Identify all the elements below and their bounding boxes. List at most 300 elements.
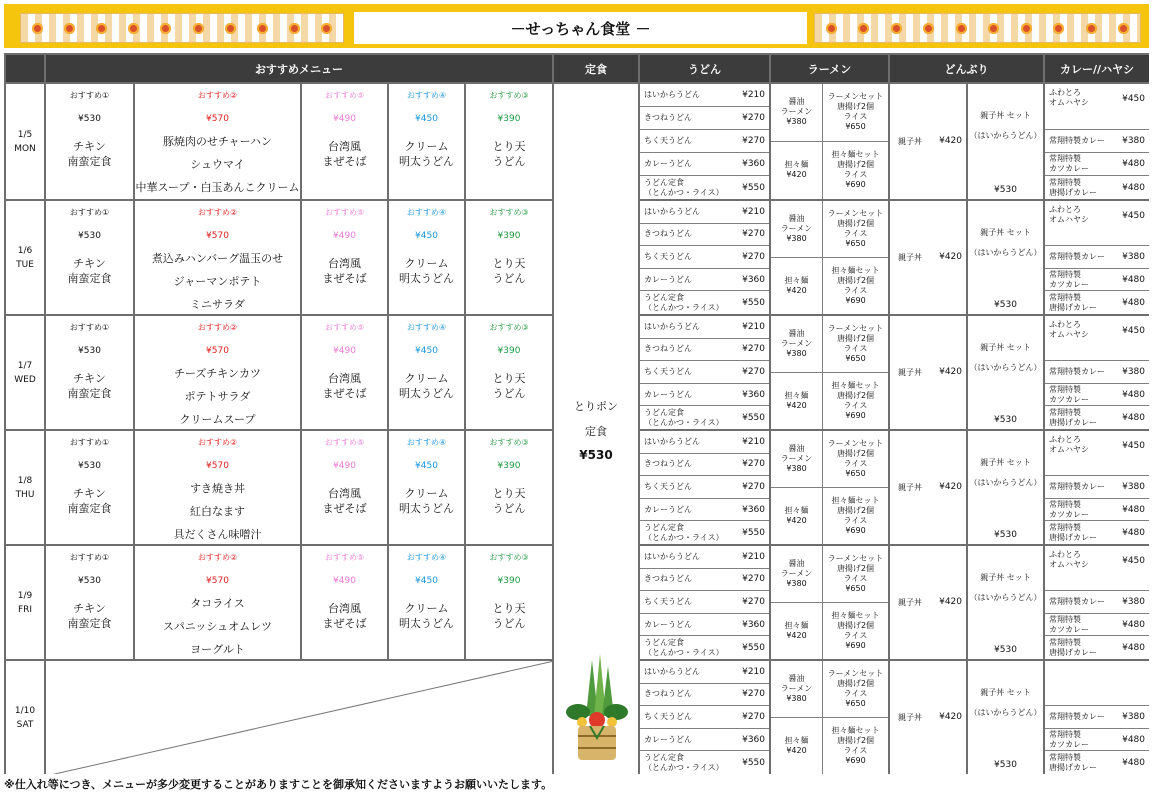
curry-name: 常翔特製カレー [1049,366,1105,376]
udon-row [640,201,769,224]
curry-row [1045,316,1149,361]
curry-name: 常翔特製 カツカレー [1049,729,1089,749]
udon-name: はいからうどん [644,206,700,216]
pick2-item: ポテトサラダ [184,390,251,403]
oyako-price: ¥420 [939,596,962,607]
udon-name: カレーうどん [644,504,692,514]
pick-price: ¥450 [415,114,438,124]
pick-label: おすすめ⑤ [324,438,365,447]
pick-label: おすすめ④ [406,208,447,217]
pick-price: ¥530 [78,114,101,124]
pick-price: ¥390 [497,576,521,586]
pick-price: ¥530 [78,231,101,241]
curry-row [1045,384,1149,407]
oyako-set-sub: （はいからうどん） [969,131,1042,140]
pick-name: 台湾風 まぜそば [322,602,367,630]
day-date: 1/9 [17,590,33,601]
oyako-name: 親子丼 [898,482,922,492]
curry-name: ふわとろ オムハヤシ [1049,435,1089,454]
oyako-name: 親子丼 [898,712,922,722]
pick-label: おすすめ④ [406,323,447,332]
curry-row [1045,153,1149,176]
curry-row [1045,361,1149,384]
oyako-set-sub: （はいからうどん） [969,593,1042,602]
curry-cell [1045,316,1149,429]
oyako-name: 親子丼 [898,136,922,146]
udon-row [640,569,769,592]
ramen-set1: ラーメンセット 唐揚げ2個 ライス ¥650 [823,84,888,142]
udon-row [640,84,769,107]
udon-row [640,614,769,637]
udon-price: ¥270 [742,113,765,123]
date-cell [6,316,44,429]
curry-row [1045,406,1149,429]
udon-row [640,661,769,684]
curry-price: ¥380 [1122,136,1145,146]
ramen-cell [771,84,888,199]
oyako-set-sub: （はいからうどん） [969,478,1042,487]
day-of-week: WED [14,374,36,385]
oyako-set-price: ¥530 [994,530,1017,540]
udon-cell [640,546,769,659]
header-bar [4,4,1149,48]
donburi-oyako-cell [890,201,966,314]
udon-name: うどん定食 （とんかつ・ライス） [644,407,724,427]
pick-label: おすすめ② [197,553,238,562]
pick-price: ¥570 [206,346,229,356]
donburi-set-cell [968,316,1043,429]
udon-price: ¥550 [742,757,765,768]
curry-price: ¥480 [1122,527,1145,538]
flower-icon [1118,23,1129,34]
curry-name: 常翔特製 唐揚げカレー [1049,522,1097,542]
ramen-cell [771,546,888,659]
ramen-set2: 担々麺セット 唐揚げ2個 ライス ¥690 [831,150,880,190]
curry-row [1045,546,1149,591]
pick-name: クリーム 明太うどん [399,257,454,285]
pick2-item: ジャーマンポテト [173,275,262,288]
oyako-set-price: ¥530 [994,645,1017,655]
date-cell [6,84,44,199]
pick-price: ¥390 [497,461,521,471]
curry-row [1045,431,1149,476]
udon-row [640,291,769,314]
oyako-price: ¥420 [939,366,962,377]
ramen-set2: 担々麺セット 唐揚げ2個 ライス ¥690 [831,610,880,650]
ramen-set2: 担々麺セット 唐揚げ2個 ライス ¥690 [831,495,880,535]
udon-row [640,361,769,384]
curry-name: 常翔特製 唐揚げカレー [1049,292,1097,312]
curry-row [1045,521,1149,544]
pick-name: クリーム 明太うどん [399,487,454,515]
pick-label: おすすめ② [197,323,238,332]
oyako-set-sub: （はいからうどん） [969,708,1042,717]
flower-icon [225,23,236,34]
day-of-week: FRI [17,604,33,615]
pick-cell-p3 [466,316,552,429]
day-date: 1/5 [17,129,33,140]
pick-label: おすすめ⑤ [324,323,365,332]
flower-icon [1021,23,1032,34]
pick-cell-p2 [135,84,300,199]
oyako-name: 親子丼 [898,597,922,607]
ramen-shoyu: 醤油 ラーメン ¥380 [771,431,823,488]
pick-label: おすすめ④ [406,438,447,447]
curry-name: 常翔特製 唐揚げカレー [1049,407,1097,427]
page-title: －せっちゃん食堂 － [354,12,807,44]
udon-price: ¥360 [742,619,765,630]
donburi-oyako-cell [890,546,966,659]
udon-price: ¥210 [742,666,765,677]
curry-row [1045,661,1149,706]
udon-row [640,636,769,659]
oyako-set-price: ¥530 [994,185,1017,195]
udon-price: ¥360 [742,159,765,169]
udon-name: ちく天うどん [644,481,692,491]
oyako-set-sub: （はいからうどん） [969,363,1042,372]
flower-icon [289,23,300,34]
pick-cell-p5 [302,316,387,429]
pick-price: ¥490 [333,114,356,124]
curry-name: 常翔特製 カツカレー [1049,154,1089,173]
ramen-shoyu: 醤油 ラーメン ¥380 [771,546,823,603]
day-of-week: MON [14,143,36,154]
donburi-set-cell [968,431,1043,544]
pick-label: おすすめ③ [489,553,529,562]
pick-label: おすすめ③ [489,323,529,332]
ramen-tantan: 担々麺 ¥420 [771,258,823,315]
pick2-item: タコライス [190,597,245,610]
pick-label: おすすめ① [69,91,110,100]
udon-price: ¥210 [742,206,765,217]
curry-row [1045,591,1149,614]
donburi-oyako-cell [890,84,966,199]
udon-name: はいからうどん [644,321,700,331]
curry-name: 常翔特製 カツカレー [1049,499,1089,519]
curry-price: ¥480 [1122,297,1145,308]
curry-price: ¥480 [1122,159,1145,169]
curry-name: ふわとろ オムハヤシ [1049,205,1089,224]
pick-cell-p3 [466,201,552,314]
empty-saturday-cell [46,661,552,774]
oyako-set-title: 親子丼 セット [980,573,1031,582]
pick-label: おすすめ④ [406,91,447,100]
donburi-set-cell [968,84,1043,199]
curry-name: 常翔特製 カツカレー [1049,614,1089,634]
curry-name: 常翔特製 唐揚げカレー [1049,752,1097,772]
curry-name: ふわとろ オムハヤシ [1049,320,1089,339]
curry-row [1045,476,1149,499]
ramen-tantan: 担々麺 ¥420 [771,488,823,545]
udon-price: ¥270 [742,574,765,585]
udon-name: ちく天うどん [644,711,692,721]
oyako-set-price: ¥530 [994,415,1017,425]
udon-name: ちく天うどん [644,251,692,261]
day-of-week: SAT [16,719,34,730]
udon-name: ちく天うどん [644,136,692,145]
pick-cell-p2 [135,431,300,544]
curry-price: ¥380 [1122,251,1145,262]
header-corner [6,55,44,82]
curry-cell [1045,84,1149,199]
udon-cell [640,316,769,429]
day-date: 1/10 [14,705,36,716]
pick-label: おすすめ② [197,91,238,100]
ramen-set2: 担々麺セット 唐揚げ2個 ライス ¥690 [831,265,880,305]
flower-icon [1086,23,1097,34]
ramen-set2: 担々麺セット 唐揚げ2個 ライス ¥690 [831,725,880,765]
udon-row [640,107,769,130]
pick-price: ¥450 [415,461,438,471]
pick-price: ¥570 [206,231,229,241]
udon-row [640,729,769,752]
udon-cell [640,84,769,199]
flower-icon [160,23,171,34]
ramen-set1: ラーメンセット 唐揚げ2個 ライス ¥650 [823,661,888,718]
ramen-shoyu: 醤油 ラーメン ¥380 [771,201,823,258]
pick-name: 台湾風 まぜそば [322,487,367,515]
udon-name: うどん定食 （とんかつ・ライス） [644,637,724,657]
udon-price: ¥270 [742,689,765,700]
ramen-set1: ラーメンセット 唐揚げ2個 ライス ¥650 [823,546,888,603]
udon-name: うどん定食 （とんかつ・ライス） [644,752,724,772]
date-cell [6,661,44,774]
pick-price: ¥530 [78,461,101,471]
donburi-set-cell [968,546,1043,659]
udon-row [640,751,769,774]
pick-price: ¥570 [206,461,229,471]
menu-grid [4,53,1149,774]
udon-row [640,316,769,339]
curry-price: ¥480 [1122,757,1145,768]
flower-icon [923,23,934,34]
pick-price: ¥490 [333,576,356,586]
udon-name: カレーうどん [644,619,692,629]
pick2-item: 煮込みハンバーグ温玉のせ [151,252,284,265]
udon-price: ¥550 [742,297,765,308]
curry-name: 常翔特製カレー [1049,481,1105,491]
udon-price: ¥270 [742,344,765,355]
udon-name: うどん定食 （とんかつ・ライス） [644,522,724,542]
udon-name: カレーうどん [644,734,692,744]
header-teishoku: 定食 [554,55,638,82]
ramen-tantan: 担々麺 ¥420 [771,718,823,775]
pick-name: とり天 うどん [492,257,526,285]
pick-label: おすすめ① [69,553,110,562]
udon-price: ¥210 [742,90,765,100]
oyako-set-title: 親子丼 セット [980,111,1031,120]
pick-name: クリーム 明太うどん [399,140,454,168]
pick2-item: ヨーグルト [190,643,245,656]
donburi-oyako-cell [890,316,966,429]
pick-label: おすすめ② [197,438,238,447]
ramen-shoyu: 醤油 ラーメン ¥380 [771,661,823,718]
pick-label: おすすめ③ [489,91,529,100]
curry-name: ふわとろ オムハヤシ [1049,550,1089,569]
pick-cell-p4 [389,316,464,429]
udon-name: うどん定食 （とんかつ・ライス） [644,292,724,312]
flower-icon [193,23,204,34]
pick2-item: 具だくさん味噌汁 [173,528,262,541]
udon-name: はいからうどん [644,666,700,676]
curry-price: ¥480 [1122,389,1145,400]
donburi-oyako-cell [890,431,966,544]
pick-name: チキン 南蛮定食 [67,372,112,400]
pick-price: ¥390 [497,114,521,124]
pick-cell-p4 [389,546,464,659]
header-udon: うどん [640,55,769,82]
ramen-cell [771,661,888,774]
curry-row [1045,706,1149,729]
pick-price: ¥490 [333,231,356,241]
flower-icon [891,23,902,34]
flower-icon [858,23,869,34]
teishoku-price: ¥530 [579,448,613,462]
curry-name: 常翔特製 カツカレー [1049,269,1089,289]
pick-label: おすすめ① [69,323,110,332]
udon-price: ¥270 [742,136,765,146]
udon-price: ¥270 [742,711,765,722]
pick-label: おすすめ③ [489,208,529,217]
pick-label: おすすめ⑤ [324,91,365,100]
curry-price: ¥480 [1122,504,1145,515]
udon-price: ¥360 [742,734,765,745]
day-of-week: TUE [16,259,34,270]
pick-name: とり天 うどん [492,140,526,168]
udon-price: ¥210 [742,551,765,562]
udon-row [640,476,769,499]
flower-icon [128,23,139,34]
curry-row [1045,269,1149,292]
udon-name: カレーうどん [644,274,692,284]
pick2-item: 紅白なます [190,505,245,518]
ramen-shoyu: 醤油 ラーメン ¥380 [771,316,823,373]
pick-cell-p3 [466,546,552,659]
udon-cell [640,661,769,774]
curry-name: 常翔特製 唐揚げカレー [1049,637,1097,657]
udon-name: きつねうどん [644,574,692,584]
pick-price: ¥390 [497,231,521,241]
curry-price: ¥380 [1122,596,1145,607]
udon-price: ¥270 [742,366,765,377]
curry-cell [1045,661,1149,774]
pick-cell-p4 [389,201,464,314]
pick-cell-p4 [389,84,464,199]
pick-name: チキン 南蛮定食 [67,602,112,630]
pick-cell-p1 [46,546,133,659]
udon-name: うどん定食 （とんかつ・ライス） [644,177,724,197]
pick-name: クリーム 明太うどん [399,602,454,630]
curry-row [1045,751,1149,774]
pick-label: おすすめ⑤ [324,553,365,562]
ramen-tantan: 担々麺 ¥420 [771,373,823,430]
udon-price: ¥210 [742,436,765,447]
pick2-item: シュウマイ [190,158,245,171]
header-recommended: おすすめメニュー [46,55,552,82]
udon-row [640,706,769,729]
decorative-banner-right [814,13,1141,43]
pick-price: ¥570 [206,576,229,586]
curry-price: ¥380 [1122,366,1145,377]
curry-name: 常翔特製カレー [1049,596,1105,606]
oyako-set-price: ¥530 [994,760,1017,770]
date-cell [6,546,44,659]
pick-name: 台湾風 まぜそば [322,372,367,400]
udon-price: ¥550 [742,642,765,653]
udon-row [640,521,769,544]
decorative-banner-left [20,13,344,43]
flower-icon [1053,23,1064,34]
oyako-price: ¥420 [939,711,962,722]
udon-row [640,431,769,454]
pick-name: とり天 うどん [492,372,526,400]
ramen-tantan: 担々麺 ¥420 [771,603,823,660]
curry-name: 常翔特製カレー [1049,251,1105,261]
udon-row [640,684,769,707]
curry-row [1045,499,1149,522]
curry-price: ¥450 [1122,326,1145,336]
day-date: 1/8 [17,475,33,486]
pick-cell-p1 [46,431,133,544]
pick-cell-p3 [466,431,552,544]
oyako-set-title: 親子丼 セット [980,228,1031,237]
ramen-set1: ラーメンセット 唐揚げ2個 ライス ¥650 [823,316,888,373]
curry-price: ¥380 [1122,481,1145,492]
pick2-item: スパニッシュオムレツ [162,620,273,633]
pick-cell-p4 [389,431,464,544]
pick-price: ¥490 [333,461,356,471]
pick-price: ¥450 [415,346,438,356]
curry-name: 常翔特製カレー [1049,711,1105,721]
udon-price: ¥360 [742,274,765,285]
ramen-tantan: 担々麺 ¥420 [771,142,823,200]
udon-row [640,339,769,362]
pick-label: おすすめ① [69,438,110,447]
udon-cell [640,201,769,314]
pick-price: ¥570 [206,114,229,124]
curry-cell [1045,431,1149,544]
udon-name: カレーうどん [644,389,692,399]
curry-price: ¥480 [1122,412,1145,423]
curry-price: ¥480 [1122,182,1145,193]
udon-price: ¥270 [742,596,765,607]
curry-price: ¥480 [1122,274,1145,285]
curry-price: ¥480 [1122,734,1145,745]
curry-name: 常翔特製 唐揚げカレー [1049,177,1097,197]
pick-name: 台湾風 まぜそば [322,140,367,168]
udon-price: ¥210 [742,321,765,332]
udon-price: ¥270 [742,229,765,240]
udon-name: はいからうどん [644,551,700,561]
udon-price: ¥270 [742,251,765,262]
udon-row [640,406,769,429]
kadomatsu-icon [564,654,630,764]
curry-price: ¥480 [1122,619,1145,630]
udon-name: ちく天うどん [644,596,692,606]
flower-icon [257,23,268,34]
pick2-item: 中華スープ・白玉あんこクリーム [135,181,300,194]
donburi-set-cell [968,201,1043,314]
pick-price: ¥530 [78,576,101,586]
curry-row [1045,729,1149,752]
pick-cell-p1 [46,201,133,314]
udon-name: はいからうどん [644,436,700,446]
pick-cell-p5 [302,201,387,314]
pick-cell-p2 [135,546,300,659]
pick-label: おすすめ② [197,208,238,217]
udon-name: きつねうどん [644,689,692,699]
pick-name: 台湾風 まぜそば [322,257,367,285]
